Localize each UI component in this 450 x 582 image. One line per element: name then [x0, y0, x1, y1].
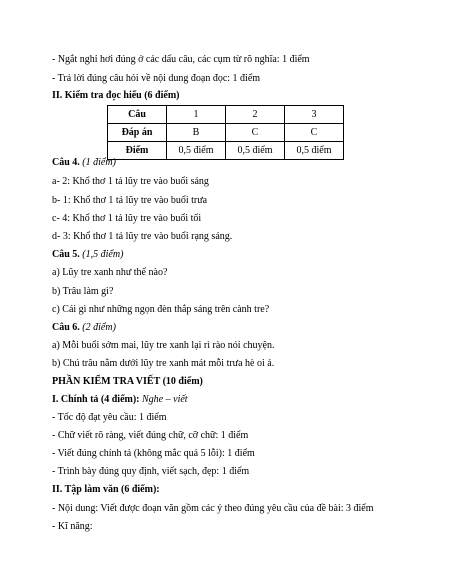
table-header-cell: Đáp án: [108, 124, 167, 142]
table-cell: 3: [285, 106, 344, 124]
question-label: Câu 5.: [52, 249, 80, 260]
question-5-heading: [52, 248, 123, 261]
question-4-heading: [52, 156, 116, 169]
table-header-cell: Câu: [108, 106, 167, 124]
spelling-heading: [52, 393, 188, 406]
answer-table: [107, 105, 344, 160]
table-row: [108, 124, 344, 142]
answer-line: b- 1: Khổ thơ 1 tả lũy tre vào buổi trưa: [52, 195, 208, 206]
section-title-writing: PHẦN KIỂM TRA VIẾT (10 điểm): [52, 376, 203, 387]
spelling-subtitle: Nghe – viết: [142, 394, 188, 405]
answer-line: c- 4: Khổ thơ 1 tả lũy tre vào buổi tối: [52, 213, 202, 224]
criteria-line: - Kĩ năng:: [52, 521, 93, 532]
table-row: [108, 142, 344, 160]
table-cell: 0,5 điểm: [226, 142, 285, 160]
answer-line: c) Cái gì như những ngọn đèn thắp sáng trên cành tre?: [52, 304, 270, 315]
criteria-line: - Trình bày đúng quy định, viết sạch, đẹp: 1 điểm: [52, 466, 250, 477]
spelling-title: I. Chính tả (4 điểm):: [52, 394, 140, 405]
essay-title: II. Tập làm văn (6 điểm):: [52, 484, 160, 495]
section-title-reading: II. Kiểm tra đọc hiểu (6 điểm): [52, 90, 180, 101]
question-label: Câu 6.: [52, 322, 80, 333]
question-6-heading: [52, 321, 116, 334]
answer-line: b) Chú trâu nằm dưới lũy tre xanh mát mỗi trưa hè oi ả.: [52, 358, 275, 369]
table-cell: C: [285, 124, 344, 142]
question-points: (2 điểm): [82, 322, 116, 333]
criteria-line: - Chữ viết rõ ràng, viết đúng chữ, cỡ chữ: 1 điểm: [52, 430, 249, 441]
answer-line: a) Mỗi buổi sớm mai, lũy tre xanh lại rì rào nói chuyện.: [52, 340, 275, 351]
answer-line: d- 3: Khổ thơ 1 tả lũy tre vào buổi rạng sáng.: [52, 231, 233, 242]
question-points: (1,5 điểm): [82, 249, 124, 260]
answer-line: a- 2: Khổ thơ 1 tả lũy tre vào buổi sáng: [52, 176, 209, 187]
table-cell: B: [167, 124, 226, 142]
table-cell: 2: [226, 106, 285, 124]
criteria-line: - Trả lời đúng câu hỏi về nội dung đoạn đọc: 1 điểm: [52, 73, 261, 84]
criteria-line: - Viết đúng chính tả (không mắc quá 5 lỗi): 1 điểm: [52, 448, 255, 459]
answer-line: a) Lũy tre xanh như thế nào?: [52, 267, 168, 278]
table-row: [108, 106, 344, 124]
table-cell: 1: [167, 106, 226, 124]
question-label: Câu 4.: [52, 157, 80, 168]
criteria-line: - Ngắt nghỉ hơi đúng ở các dấu câu, các cụm từ rõ nghĩa: 1 điểm: [52, 54, 310, 65]
criteria-line: - Nội dung: Viết được đoạn văn gồm các ý theo đúng yêu cầu của đề bài: 3 điểm: [52, 503, 374, 514]
table-cell: 0,5 điểm: [285, 142, 344, 160]
table-header-cell: Điểm: [108, 142, 167, 160]
table-cell: 0,5 điểm: [167, 142, 226, 160]
criteria-line: - Tốc độ đạt yêu cầu: 1 điểm: [52, 412, 167, 423]
question-points: (1 điểm): [82, 157, 116, 168]
table-cell: C: [226, 124, 285, 142]
answer-line: b) Trâu làm gì?: [52, 286, 114, 297]
